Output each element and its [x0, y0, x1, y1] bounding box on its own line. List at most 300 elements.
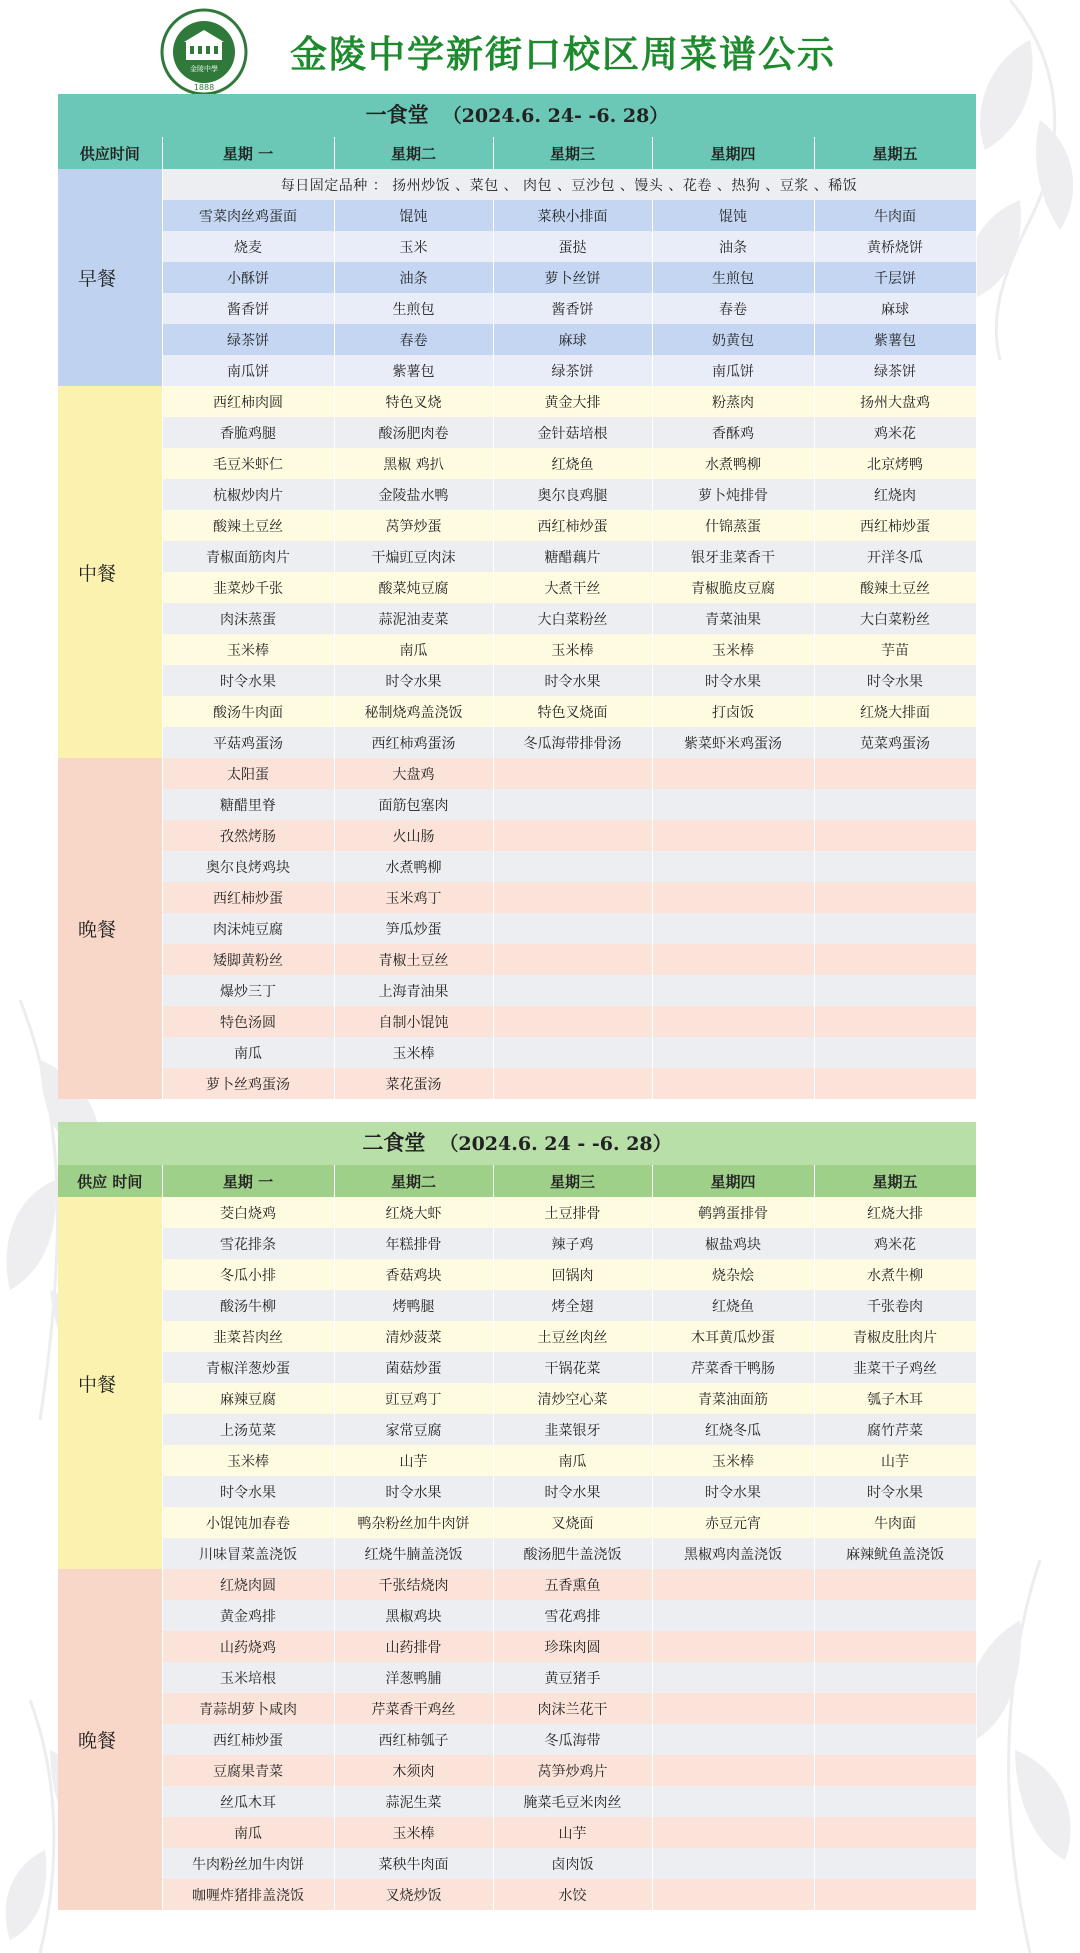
table-row	[58, 1414, 976, 1445]
dish-cell: 辣子鸡	[493, 1228, 652, 1259]
dish-cell: 清炒菠菜	[334, 1321, 493, 1352]
dish-cell: 西红柿炒蛋	[162, 1724, 334, 1755]
table-row	[58, 355, 976, 386]
dish-cell: 土豆丝肉丝	[493, 1321, 652, 1352]
dish-cell: 玉米棒	[493, 634, 652, 665]
dish-cell: 苋菜鸡蛋汤	[814, 727, 976, 758]
dish-cell	[814, 1006, 976, 1037]
dish-cell: 牛肉面	[814, 1507, 976, 1538]
dish-cell: 萝卜炖排骨	[652, 479, 814, 510]
dish-cell: 秘制烧鸡盖浇饭	[334, 696, 493, 727]
dish-cell: 珍珠肉圆	[493, 1631, 652, 1662]
dish-cell: 红烧大排	[814, 1197, 976, 1228]
dish-cell: 玉米棒	[162, 1445, 334, 1476]
dish-cell	[493, 820, 652, 851]
dish-cell: 丝瓜木耳	[162, 1786, 334, 1817]
header-cell: 星期五	[814, 137, 976, 169]
page-title: 金陵中学新街口校区周菜谱公示	[290, 33, 836, 76]
dish-cell: 南瓜	[334, 634, 493, 665]
header-cell: 供应 时间	[58, 1165, 162, 1197]
dish-cell: 黑椒 鸡扒	[334, 448, 493, 479]
dish-cell: 玉米鸡丁	[334, 882, 493, 913]
dish-cell: 韭菜炒千张	[162, 572, 334, 603]
table-row	[58, 1755, 976, 1786]
dish-cell: 山芋	[334, 1445, 493, 1476]
dish-cell: 笋瓜炒蛋	[334, 913, 493, 944]
dish-cell: 杭椒炒肉片	[162, 479, 334, 510]
dish-cell: 紫薯包	[814, 324, 976, 355]
header-cell: 星期四	[652, 1165, 814, 1197]
dish-cell: 玉米棒	[652, 634, 814, 665]
dish-cell: 大白菜粉丝	[493, 603, 652, 634]
dish-cell: 小酥饼	[162, 262, 334, 293]
dish-cell: 菜秧牛肉面	[334, 1848, 493, 1879]
dish-cell	[493, 1006, 652, 1037]
dish-cell: 打卤饭	[652, 696, 814, 727]
meal-label-breakfast: 早餐	[58, 169, 162, 386]
dish-cell: 奥尔良烤鸡块	[162, 851, 334, 882]
table-header-row	[58, 1165, 976, 1197]
canteen-1-period: （2024.6. 24- -6. 28）	[442, 105, 669, 127]
dish-cell: 红烧大虾	[334, 1197, 493, 1228]
dish-cell	[814, 1569, 976, 1600]
table-row	[58, 696, 976, 727]
table-row	[58, 820, 976, 851]
dish-cell: 糖醋里脊	[162, 789, 334, 820]
table-row	[58, 1693, 976, 1724]
dish-cell: 时令水果	[652, 665, 814, 696]
dish-cell: 莴笋炒鸡片	[493, 1755, 652, 1786]
dish-cell: 时令水果	[162, 665, 334, 696]
table-row	[58, 1538, 976, 1569]
header-cell: 供应时间	[58, 137, 162, 169]
dish-cell: 青菜油果	[652, 603, 814, 634]
dish-cell: 扬州大盘鸡	[814, 386, 976, 417]
table-header-row	[58, 137, 976, 169]
dish-cell: 芹菜香干鸡丝	[334, 1693, 493, 1724]
dish-cell	[814, 1724, 976, 1755]
dish-cell	[652, 1631, 814, 1662]
dish-cell: 干煸豇豆肉沫	[334, 541, 493, 572]
dish-cell: 西红柿炒蛋	[162, 882, 334, 913]
dish-cell	[652, 1068, 814, 1099]
dish-cell: 玉米棒	[162, 634, 334, 665]
table-row	[58, 634, 976, 665]
dish-cell	[652, 913, 814, 944]
dish-cell	[814, 882, 976, 913]
dish-cell: 酸辣土豆丝	[162, 510, 334, 541]
dish-cell	[652, 1569, 814, 1600]
dish-cell: 木耳黄瓜炒蛋	[652, 1321, 814, 1352]
dish-cell: 特色叉烧面	[493, 696, 652, 727]
table-row	[58, 1569, 976, 1600]
dish-cell: 茭白烧鸡	[162, 1197, 334, 1228]
header-cell: 星期二	[334, 137, 493, 169]
dish-cell: 绿茶饼	[814, 355, 976, 386]
dish-cell: 豇豆鸡丁	[334, 1383, 493, 1414]
dish-cell: 生煎包	[652, 262, 814, 293]
dish-cell: 菌菇炒蛋	[334, 1352, 493, 1383]
dish-cell: 山药烧鸡	[162, 1631, 334, 1662]
table-row	[58, 231, 976, 262]
dish-cell: 紫薯包	[334, 355, 493, 386]
dish-cell: 奶黄包	[652, 324, 814, 355]
dish-cell: 特色汤圆	[162, 1006, 334, 1037]
table-row	[58, 1383, 976, 1414]
dish-cell: 家常豆腐	[334, 1414, 493, 1445]
dish-cell: 川味冒菜盖浇饭	[162, 1538, 334, 1569]
dish-cell	[652, 1786, 814, 1817]
dish-cell: 香脆鸡腿	[162, 417, 334, 448]
dish-cell: 麻辣鱿鱼盖浇饭	[814, 1538, 976, 1569]
dish-cell: 洋葱鸭脯	[334, 1662, 493, 1693]
canteen-2-title-bar	[58, 1122, 976, 1165]
dish-cell: 开洋冬瓜	[814, 541, 976, 572]
dish-cell: 银牙韭菜香干	[652, 541, 814, 572]
dish-cell: 时令水果	[493, 1476, 652, 1507]
dish-cell: 红烧鱼	[652, 1290, 814, 1321]
dish-cell: 上海青油果	[334, 975, 493, 1006]
dish-cell: 香酥鸡	[652, 417, 814, 448]
dish-cell: 黄豆猪手	[493, 1662, 652, 1693]
dish-cell: 韭菜苔肉丝	[162, 1321, 334, 1352]
dish-cell: 肉沫兰花干	[493, 1693, 652, 1724]
dish-cell: 玉米棒	[652, 1445, 814, 1476]
dish-cell: 春卷	[334, 324, 493, 355]
table-row	[58, 200, 976, 231]
dish-cell	[814, 1693, 976, 1724]
header-cell: 星期三	[493, 1165, 652, 1197]
dish-cell: 腐竹芹菜	[814, 1414, 976, 1445]
dish-cell: 时令水果	[162, 1476, 334, 1507]
dish-cell: 红烧肉	[814, 479, 976, 510]
dish-cell: 水煮牛柳	[814, 1259, 976, 1290]
seal-name: 金陵中學	[190, 65, 218, 73]
dish-cell: 面筋包塞肉	[334, 789, 493, 820]
dish-cell: 回锅肉	[493, 1259, 652, 1290]
dish-cell	[652, 882, 814, 913]
table-row	[58, 1848, 976, 1879]
table-row	[58, 1600, 976, 1631]
dish-cell: 糖醋藕片	[493, 541, 652, 572]
dish-cell: 西红柿炒蛋	[493, 510, 652, 541]
dish-cell	[652, 1755, 814, 1786]
dish-cell: 年糕排骨	[334, 1228, 493, 1259]
dish-cell	[652, 789, 814, 820]
table-row	[58, 758, 976, 789]
meal-label-lunch: 中餐	[58, 1197, 162, 1569]
table-row	[58, 665, 976, 696]
dish-cell: 青椒皮肚肉片	[814, 1321, 976, 1352]
dish-cell: 麻球	[493, 324, 652, 355]
dish-cell	[652, 1693, 814, 1724]
dish-cell: 山芋	[814, 1445, 976, 1476]
dish-cell: 青椒脆皮豆腐	[652, 572, 814, 603]
dish-cell: 蒜泥油麦菜	[334, 603, 493, 634]
meal-label-dinner: 晚餐	[58, 758, 162, 1099]
dish-cell	[652, 975, 814, 1006]
table-row	[58, 1817, 976, 1848]
dish-cell: 时令水果	[334, 1476, 493, 1507]
table-row	[58, 727, 976, 758]
table-row	[58, 913, 976, 944]
dish-cell	[652, 1848, 814, 1879]
dish-cell: 红烧冬瓜	[652, 1414, 814, 1445]
dish-cell: 玉米棒	[334, 1817, 493, 1848]
dish-cell	[652, 1600, 814, 1631]
dish-cell: 金陵盐水鸭	[334, 479, 493, 510]
dish-cell: 菜花蛋汤	[334, 1068, 493, 1099]
dish-cell	[652, 851, 814, 882]
canteen-1-title-bar	[58, 94, 976, 137]
dish-cell: 南瓜	[162, 1037, 334, 1068]
dish-cell	[652, 1879, 814, 1910]
dish-cell: 黄桥烧饼	[814, 231, 976, 262]
dish-cell: 时令水果	[493, 665, 652, 696]
dish-cell	[493, 1068, 652, 1099]
dish-cell	[652, 1662, 814, 1693]
dish-cell: 蛋挞	[493, 231, 652, 262]
dish-cell: 黄金鸡排	[162, 1600, 334, 1631]
dish-cell: 萝卜丝饼	[493, 262, 652, 293]
dish-cell	[814, 820, 976, 851]
dish-cell: 烤鸭腿	[334, 1290, 493, 1321]
table-row	[58, 1352, 976, 1383]
dish-cell: 金针菇培根	[493, 417, 652, 448]
dish-cell: 烧杂烩	[652, 1259, 814, 1290]
dish-cell	[652, 1724, 814, 1755]
dish-cell	[652, 1037, 814, 1068]
dish-cell: 冬瓜海带	[493, 1724, 652, 1755]
dish-cell: 雪花鸡排	[493, 1600, 652, 1631]
table-row	[58, 1321, 976, 1352]
dish-cell: 鸡米花	[814, 417, 976, 448]
table-row	[58, 1006, 976, 1037]
header-cell: 星期四	[652, 137, 814, 169]
dish-cell: 奥尔良鸡腿	[493, 479, 652, 510]
dish-cell	[652, 820, 814, 851]
dish-cell: 青椒土豆丝	[334, 944, 493, 975]
dish-cell	[814, 1786, 976, 1817]
dish-cell: 红烧牛腩盖浇饭	[334, 1538, 493, 1569]
dish-cell: 大白菜粉丝	[814, 603, 976, 634]
dish-cell: 菜秧小排面	[493, 200, 652, 231]
table-row	[58, 1724, 976, 1755]
table-row	[58, 1068, 976, 1099]
dish-cell: 水煮鸭柳	[334, 851, 493, 882]
dish-cell: 酸汤牛柳	[162, 1290, 334, 1321]
dish-cell: 青椒面筋肉片	[162, 541, 334, 572]
header-cell: 星期五	[814, 1165, 976, 1197]
dish-cell: 绿茶饼	[493, 355, 652, 386]
table-row	[58, 603, 976, 634]
dish-cell: 山芋	[493, 1817, 652, 1848]
dish-cell	[493, 913, 652, 944]
fixed-items-row	[58, 169, 976, 200]
dish-cell: 水饺	[493, 1879, 652, 1910]
dish-cell: 黑椒鸡块	[334, 1600, 493, 1631]
dish-cell	[814, 1848, 976, 1879]
dish-cell	[814, 944, 976, 975]
dish-cell	[493, 1037, 652, 1068]
dish-cell: 千层饼	[814, 262, 976, 293]
table-row	[58, 944, 976, 975]
dish-cell: 南瓜	[493, 1445, 652, 1476]
dish-cell	[493, 882, 652, 913]
dish-cell: 烧麦	[162, 231, 334, 262]
dish-cell: 时令水果	[334, 665, 493, 696]
table-row	[58, 386, 976, 417]
dish-cell: 红烧肉圆	[162, 1569, 334, 1600]
dish-cell: 酸汤肥牛盖浇饭	[493, 1538, 652, 1569]
dish-cell	[814, 1755, 976, 1786]
table-row	[58, 1037, 976, 1068]
dish-cell: 清炒空心菜	[493, 1383, 652, 1414]
table-row	[58, 851, 976, 882]
dish-cell: 西红柿鸡蛋汤	[334, 727, 493, 758]
dish-cell: 火山肠	[334, 820, 493, 851]
dish-cell	[814, 1879, 976, 1910]
dish-cell: 山药排骨	[334, 1631, 493, 1662]
dish-cell: 北京烤鸭	[814, 448, 976, 479]
dish-cell: 萝卜丝鸡蛋汤	[162, 1068, 334, 1099]
dish-cell	[652, 1006, 814, 1037]
meal-label-dinner: 晚餐	[58, 1569, 162, 1910]
dish-cell: 酸汤肥肉卷	[334, 417, 493, 448]
dish-cell: 千张结烧肉	[334, 1569, 493, 1600]
table-row	[58, 789, 976, 820]
dish-cell: 小馄饨加春卷	[162, 1507, 334, 1538]
dish-cell	[493, 758, 652, 789]
dish-cell: 红烧大排面	[814, 696, 976, 727]
dish-cell: 青椒洋葱炒蛋	[162, 1352, 334, 1383]
dish-cell: 雪花排条	[162, 1228, 334, 1259]
table-row	[58, 1507, 976, 1538]
table-row	[58, 541, 976, 572]
dish-cell	[814, 1037, 976, 1068]
dish-cell: 春卷	[652, 293, 814, 324]
dish-cell: 叉烧炒饭	[334, 1879, 493, 1910]
table-row	[58, 262, 976, 293]
dish-cell: 麻球	[814, 293, 976, 324]
dish-cell	[814, 789, 976, 820]
dish-cell: 土豆排骨	[493, 1197, 652, 1228]
dish-cell: 油条	[334, 262, 493, 293]
table-row	[58, 324, 976, 355]
table-row	[58, 293, 976, 324]
canteen-1-section	[58, 94, 976, 1099]
dish-cell: 椒盐鸡块	[652, 1228, 814, 1259]
dish-cell: 紫菜虾米鸡蛋汤	[652, 727, 814, 758]
dish-cell: 牛肉面	[814, 200, 976, 231]
dish-cell	[493, 944, 652, 975]
dish-cell: 酸汤牛肉面	[162, 696, 334, 727]
canteen-1-menu-table	[58, 137, 977, 1099]
dish-cell: 鸭杂粉丝加牛肉饼	[334, 1507, 493, 1538]
dish-cell: 酸辣土豆丝	[814, 572, 976, 603]
dish-cell: 芋苗	[814, 634, 976, 665]
dish-cell: 韭菜干子鸡丝	[814, 1352, 976, 1383]
dish-cell: 上汤苋菜	[162, 1414, 334, 1445]
dish-cell	[814, 975, 976, 1006]
dish-cell: 粉蒸肉	[652, 386, 814, 417]
table-row	[58, 1197, 976, 1228]
dish-cell	[652, 758, 814, 789]
dish-cell: 蒜泥生菜	[334, 1786, 493, 1817]
dish-cell: 烤全翅	[493, 1290, 652, 1321]
dish-cell	[814, 1600, 976, 1631]
table-row	[58, 572, 976, 603]
dish-cell: 南瓜饼	[162, 355, 334, 386]
dish-cell: 香菇鸡块	[334, 1259, 493, 1290]
table-row	[58, 1445, 976, 1476]
dish-cell: 酱香饼	[162, 293, 334, 324]
dish-cell: 毛豆米虾仁	[162, 448, 334, 479]
dish-cell: 鹌鹑蛋排骨	[652, 1197, 814, 1228]
table-row	[58, 448, 976, 479]
dish-cell: 生煎包	[334, 293, 493, 324]
header-cell: 星期二	[334, 1165, 493, 1197]
dish-cell: 绿茶饼	[162, 324, 334, 355]
fixed-items-cell: 每日固定品种 ： 扬州炒饭 、菜包 、 肉包 、豆沙包 、馒头 、花卷 、热狗 、豆浆 、稀饭	[162, 169, 976, 200]
table-row	[58, 882, 976, 913]
dish-cell: 瓠子木耳	[814, 1383, 976, 1414]
dish-cell: 五香熏鱼	[493, 1569, 652, 1600]
dish-cell: 肉沫炖豆腐	[162, 913, 334, 944]
dish-cell	[652, 1817, 814, 1848]
dish-cell: 馄饨	[334, 200, 493, 231]
header-cell: 星期 一	[162, 137, 334, 169]
dish-cell: 木须肉	[334, 1755, 493, 1786]
table-row	[58, 1879, 976, 1910]
dish-cell	[814, 913, 976, 944]
dish-cell: 时令水果	[814, 1476, 976, 1507]
table-row	[58, 1290, 976, 1321]
header-cell: 星期三	[493, 137, 652, 169]
header-cell: 星期 一	[162, 1165, 334, 1197]
dish-cell: 酸菜炖豆腐	[334, 572, 493, 603]
meal-label-lunch: 中餐	[58, 386, 162, 758]
table-row	[58, 510, 976, 541]
dish-cell: 鸡米花	[814, 1228, 976, 1259]
table-row	[58, 1631, 976, 1662]
dish-cell: 玉米棒	[334, 1037, 493, 1068]
dish-cell: 孜然烤肠	[162, 820, 334, 851]
dish-cell: 酱香饼	[493, 293, 652, 324]
table-row	[58, 479, 976, 510]
dish-cell: 黄金大排	[493, 386, 652, 417]
dish-cell: 大盘鸡	[334, 758, 493, 789]
canteen-1-title: 一食堂	[365, 103, 429, 127]
table-row	[58, 975, 976, 1006]
dish-cell: 青蒜胡萝卜咸肉	[162, 1693, 334, 1724]
canteen-2-section	[58, 1122, 976, 1910]
dish-cell	[814, 1631, 976, 1662]
dish-cell	[493, 975, 652, 1006]
dish-cell: 咖喱炸猪排盖浇饭	[162, 1879, 334, 1910]
dish-cell: 豆腐果青菜	[162, 1755, 334, 1786]
seal-year: 1888	[193, 83, 215, 92]
canteen-2-title: 二食堂	[362, 1131, 426, 1155]
dish-cell: 腌菜毛豆米肉丝	[493, 1786, 652, 1817]
dish-cell: 芹菜香干鸭肠	[652, 1352, 814, 1383]
table-row	[58, 1476, 976, 1507]
dish-cell: 时令水果	[814, 665, 976, 696]
table-row	[58, 1259, 976, 1290]
dish-cell: 玉米培根	[162, 1662, 334, 1693]
dish-cell	[814, 1817, 976, 1848]
dish-cell: 特色叉烧	[334, 386, 493, 417]
